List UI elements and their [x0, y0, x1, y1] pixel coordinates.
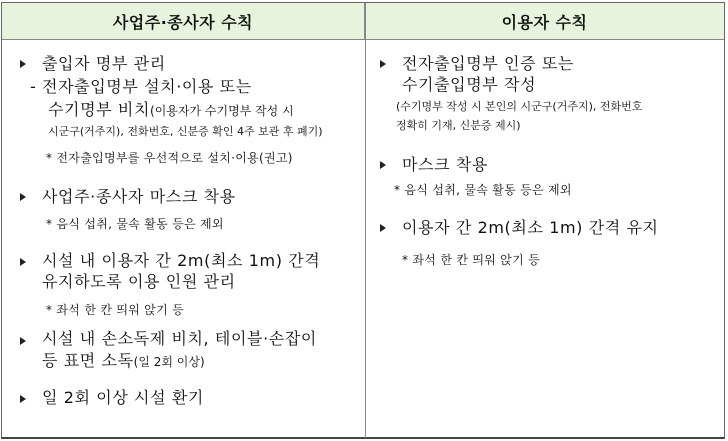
bullet-icon: [20, 193, 26, 201]
item-line: 시설 내 손소독제 비치, 테이블·손잡이: [42, 329, 317, 348]
item-note: * 음식 섭취, 물속 활동 등은 제외: [46, 217, 224, 231]
item-detail: 정확히 기재, 신분증 제시): [396, 119, 521, 132]
item-line: 유지하도록 이용 인원 관리: [42, 272, 236, 291]
header-user-rules: 이용자 수칙: [365, 3, 724, 40]
bullet-icon: [20, 258, 26, 266]
bullet-icon: [20, 395, 26, 403]
item-subline-paren: (이용자가 수기명부 작성 시: [150, 104, 294, 118]
item-line-paren: (일 2회 이상): [133, 355, 205, 369]
item-detail: (수기명부 작성 시 본인의 시군구(거주지), 전화번호: [396, 100, 643, 113]
item-title: 사업주·종사자 마스크 착용: [42, 187, 236, 206]
item-title: 일 2회 이상 시설 환기: [42, 388, 204, 407]
bullet-icon: [380, 161, 386, 169]
item-note: * 전자출입명부를 우선적으로 설치·이용(권고): [46, 151, 293, 165]
item-note: * 음식 섭취, 물속 활동 등은 제외: [394, 183, 572, 197]
item-line: 전자출입명부 인증 또는: [402, 54, 574, 73]
bullet-icon: [380, 224, 386, 232]
rules-table: [1, 2, 725, 439]
item-line: 시설 내 이용자 간 2m(최소 1m) 간격: [42, 251, 321, 270]
bullet-icon: [20, 337, 26, 345]
item-line-main: 등 표면 소독: [42, 351, 134, 370]
item-title: 마스크 착용: [402, 155, 488, 174]
bullet-icon: [380, 60, 386, 68]
item-line: [42, 350, 205, 373]
item-title: 출입자 명부 관리: [42, 54, 166, 73]
item-subline: - 전자출입명부 설치·이용 또는: [30, 77, 252, 96]
item-note: * 좌석 한 칸 띄워 앉기 등: [402, 253, 541, 267]
bullet-icon: [20, 60, 26, 68]
item-note: * 좌석 한 칸 띄워 앉기 등: [46, 303, 185, 317]
header-business-staff-rules: 사업주·종사자 수칙: [2, 3, 365, 40]
item-line: 수기출입명부 작성: [402, 75, 537, 94]
item-title: 이용자 간 2m(최소 1m) 간격 유지: [402, 218, 659, 237]
item-subline-main: [48, 99, 294, 122]
column-divider: [365, 3, 366, 438]
item-subline-main-text: 수기명부 비치: [48, 100, 151, 119]
item-subline-detail: 시군구(거주지), 전화번호, 신분증 확인 4주 보관 후 폐기): [48, 125, 323, 138]
